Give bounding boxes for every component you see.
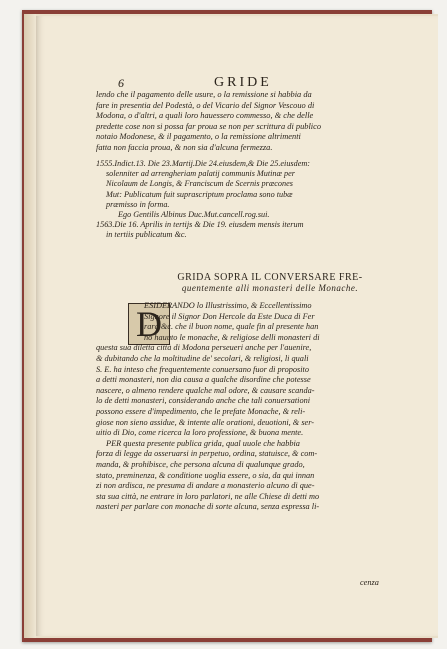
note-line: Nicolaum de Longis, & Franciscum de Scernis præcones (106, 179, 293, 189)
running-title: GRIDE (214, 75, 272, 90)
text-line: predette cose non si possa far proua se non per scrittura di publico (96, 121, 322, 131)
heading-line: GRIDA SOPRA IL CONVERSARE FRE- (177, 272, 363, 283)
text-line: Signore il Signor Don Hercole da Este Duca di Fer (144, 311, 315, 321)
text-line: sta sua città, ne entrare in loro parlatori, ne alle Chiese di detti mo (96, 491, 320, 501)
text-line: forza di legge da osseruarsi in perpetuo, ordina, statuisce, & com- (96, 449, 318, 459)
text-line: zi non ardisca, ne presuma di andare a monasterio alcuno di que- (96, 481, 315, 491)
text-line: manda, & prohibisce, che persona alcuna di qualunque grado, (96, 459, 305, 469)
note-line: præmisso in forma. (106, 199, 170, 209)
note-line: in tertiis publicatum &c. (106, 230, 187, 240)
decree-body (96, 301, 396, 513)
text-line: uitio di Dio, come ricerca la loro professione, & buona mente. (96, 428, 304, 438)
note-line: 1563.Die 16. Aprilis in tertijs & Die 19. eiusdem mensis iterum (96, 220, 304, 230)
text-line: stato, preminenza, & conditione uoglia essere, o sia, da qui innan (96, 470, 315, 480)
page-number: 6 (118, 76, 124, 90)
text-line: rara &c. che il buon nome, quale fin al presente han (144, 322, 319, 332)
text-line: possono essere d'impedimento, che le prefate Monache, & reli- (96, 406, 306, 416)
text-line: giose non sieno assidue, & intente alle orationi, deuotioni, & ser- (96, 417, 315, 427)
paragraph-usury (96, 90, 396, 154)
signature-line: Ego Gentilis Albinus Duc.Mut.cancell.rog.sui. (118, 210, 270, 220)
catchword: cenza (360, 578, 379, 587)
note-line: 1555.Indict.13. Die 23.Martij.Die 24.eiusdem,& Die 25.eiusdem: (96, 159, 310, 168)
page-gutter (24, 14, 36, 638)
publication-notes (96, 159, 396, 241)
heading-subline: quentemente alli monasteri delle Monache. (181, 283, 359, 293)
text-line: notaio Modonese, & il pagamento, o la remissione altrimenti (96, 132, 301, 142)
text-line: lo de detti monasteri, considerando anche che tali conuersationi (96, 396, 311, 406)
text-line: & dubitando che la moltitudine de' secolari, & religiosi, li quali (96, 353, 309, 363)
text-line: questa sua diletta città di Modona perseueri anche per l'auenire, (96, 343, 312, 353)
text-line: S. E. ha inteso che frequentemente conuersano fuor di proposito (96, 364, 309, 374)
text-line: a detti monasteri, non dia causa a qualche disordine che potesse (96, 375, 311, 385)
text-line: nascere, o almeno rendere qualche mal odore, & causare scanda- (96, 385, 315, 395)
text-line: fare in presentia del Podestà, o del Vicario del Signor Vescouo di (96, 100, 315, 110)
text-line: lendo che il pagamento delle usure, o la remissione si habbia da (96, 90, 312, 99)
initial-letter: D (136, 304, 162, 344)
text-line: Modona, o d'altri, a quali loro hauessero commesso, & che delle (96, 111, 314, 121)
note-line: solenniter ad arrengheriam palatij communis Mutinæ per (106, 169, 295, 179)
text-line: fatta non faccia proua, & non sia d'alcuna fermezza. (96, 142, 273, 152)
text-line: ESIDERANDO lo Illustrissimo, & Eccellentissimo (144, 301, 312, 310)
note-line: Mut: Publicatum fuit suprascriptum proclama sono tubæ (106, 189, 293, 199)
text-line: no hauuto le monache, & religiose delli monasteri di (144, 332, 320, 342)
text-line: PER questa presente publica grida, qual uuole che habbia (106, 438, 300, 448)
section-heading (130, 272, 410, 294)
text-line: nasteri per parlare con monache di sorte alcuna, senza espressa li- (96, 502, 320, 512)
